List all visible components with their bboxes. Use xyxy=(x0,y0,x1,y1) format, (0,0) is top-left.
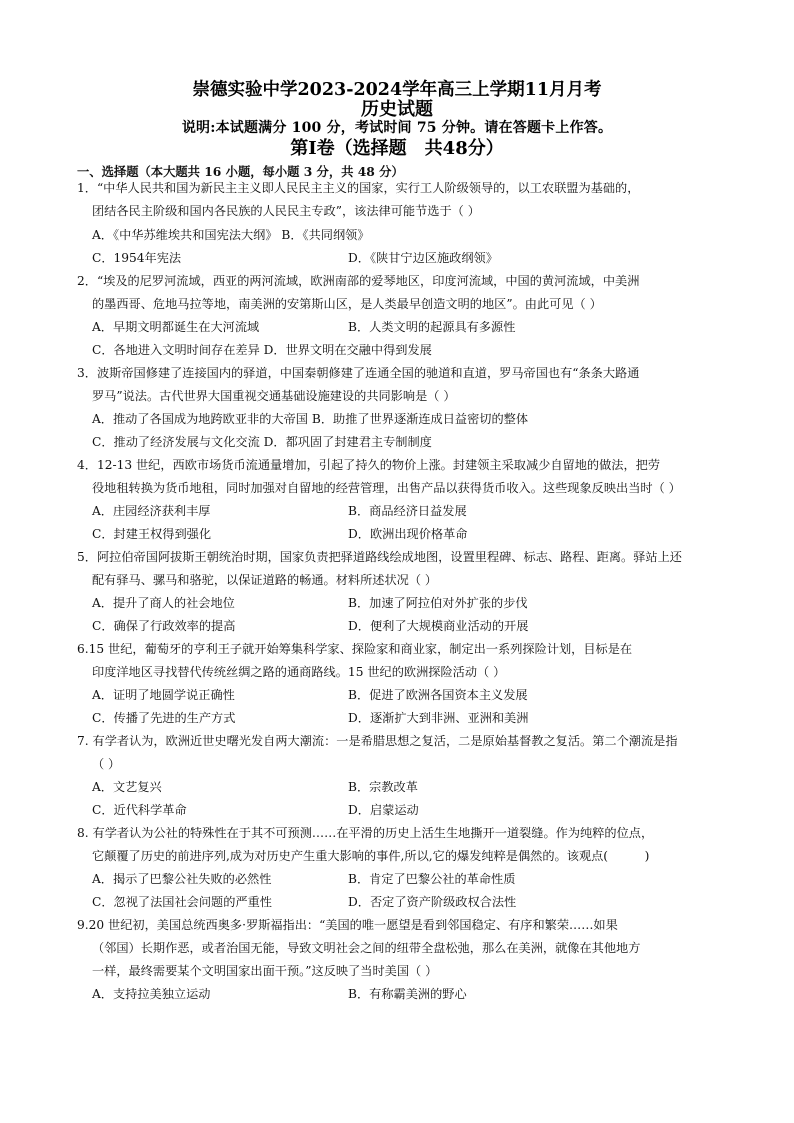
subject-title: 历史试题 xyxy=(361,99,433,120)
question-6-option-d: D．逐渐扩大到非洲、亚洲和美洲 xyxy=(348,711,529,725)
question-9-stem-line-3: 一样，最终需要某个文明国家出面干预。”这反映了当时美国（ ） xyxy=(92,964,438,978)
question-5-option-c: C．确保了行政效率的提高 xyxy=(92,619,236,633)
question-5-stem-line-2: 配有驿马、骡马和骆驼，以保证道路的畅通。材料所述状况（ ） xyxy=(92,573,438,587)
question-1-option-c: C．1954年宪法 xyxy=(92,251,182,265)
question-4-stem-line-1: 4．12-13 世纪，西欧市场货币流通量增加，引起了持久的物价上涨。封建领主采取减少自留地的做法，把劳 xyxy=(77,458,661,472)
school-title: 崇德实验中学2023-2024学年高三上学期11月月考 xyxy=(192,80,602,100)
question-3-stem-line-1: 3．波斯帝国修建了连接国内的驿道，中国秦朝修建了连通全国的驰道和直道，罗马帝国也有“条条大路通 xyxy=(77,366,640,380)
question-5-option-d: D．便利了大规模商业活动的开展 xyxy=(348,619,529,633)
question-2-option-a: A．早期文明都诞生在大河流域 xyxy=(92,320,260,334)
question-1-option-d: D．《陕甘宁边区施政纲领》 xyxy=(348,251,498,265)
question-6-option-b: B．促进了欧洲各国资本主义发展 xyxy=(348,688,528,702)
question-9-stem-line-2: （邻国）长期作恶，或者治国无能，导致文明社会之间的纽带全盘松弛，那么在美洲，就像在其他地方 xyxy=(92,941,641,955)
question-7-option-d: D．启蒙运动 xyxy=(348,803,419,817)
question-4-option-b: B．商品经济日益发展 xyxy=(348,504,467,518)
question-9-option-b: B．有称霸美洲的野心 xyxy=(348,987,467,1001)
question-6-stem-line-2: 印度洋地区寻找替代传统丝绸之路的通商路线。15 世纪的欧洲探险活动（ ） xyxy=(92,665,506,679)
question-9-stem-line-1: 9.20 世纪初，美国总统西奥多·罗斯福指出：“美国的唯一愿望是看到邻国稳定、有序和繁荣……如果 xyxy=(77,918,618,932)
question-4-option-a: A．庄园经济获利丰厚 xyxy=(92,504,211,518)
question-7-option-b: B．宗教改革 xyxy=(348,780,418,794)
question-4-option-d: D．欧洲出现价格革命 xyxy=(348,527,468,541)
question-1-stem-line-1: 1．“中华人民共和国为新民主主义即人民民主主义的国家，实行工人阶级领导的，以工农联盟为基础的， xyxy=(77,181,640,195)
question-8-stem-line-2: 它颠覆了历史的前进序列,成为对历史产生重大影响的事件,所以,它的爆发纯粹是偶然的。该观点( ) xyxy=(92,849,650,863)
question-7-stem-line-2: （ ） xyxy=(92,757,121,771)
question-5-option-a: A．提升了商人的社会地位 xyxy=(92,596,235,610)
question-6-option-a: A．证明了地圆学说正确性 xyxy=(92,688,235,702)
question-2-option-c: C．各地进入文明时间存在差异 D．世界文明在交融中得到发展 xyxy=(92,343,432,357)
question-5-stem-line-1: 5．阿拉伯帝国阿拔斯王朝统治时期，国家负责把驿道路线绘成地图，设置里程碑、标志、路程、距离。驿站上还 xyxy=(77,550,682,564)
question-8-option-a: A．揭示了巴黎公社失败的必然性 xyxy=(92,872,272,886)
question-5-option-b: B．加速了阿拉伯对外扩张的步伐 xyxy=(348,596,528,610)
volume-title: 第Ⅰ卷（选择题 共48分） xyxy=(290,138,504,159)
question-3-stem-line-2: 罗马”说法。古代世界大国重视交通基础设施建设的共同影响是（ ） xyxy=(92,389,456,403)
question-2-option-b: B．人类文明的起源具有多源性 xyxy=(348,320,516,334)
question-4-option-c: C．封建王权得到强化 xyxy=(92,527,212,541)
question-3-option-c: C．推动了经济发展与文化交流 D．都巩固了封建君主专制制度 xyxy=(92,435,432,449)
question-7-option-a: A．文艺复兴 xyxy=(92,780,162,794)
question-4-stem-line-2: 役地租转换为货币地租，同时加强对自留地的经营管理，出售产品以获得货币收入。这些现象反映出当时（ ） xyxy=(92,481,681,495)
question-8-option-d: D．否定了资产阶级政权合法性 xyxy=(348,895,517,909)
section-heading: 一、选择题（本大题共 16 小题，每小题 3 分，共 48 分） xyxy=(77,164,404,179)
instructions: 说明:本试题满分 100 分，考试时间 75 分钟。请在答题卡上作答。 xyxy=(181,120,613,136)
question-9-option-a: A．支持拉美独立运动 xyxy=(92,987,211,1001)
question-8-option-b: B．肯定了巴黎公社的革命性质 xyxy=(348,872,516,886)
question-2-stem-line-2: 的墨西哥、危地马拉等地，南美洲的安第斯山区，是人类最早创造文明的地区”。由此可见（ ） xyxy=(92,297,602,311)
question-7-option-c: C．近代科学革命 xyxy=(92,803,187,817)
question-7-stem-line-1: 7. 有学者认为，欧洲近世史曙光发自两大潮流：一是希腊思想之复活，二是原始基督教之复活。第二个潮流是指 xyxy=(77,734,678,748)
question-2-stem-line-1: 2．“埃及的尼罗河流域，西亚的两河流域，欧洲南部的爱琴地区，印度河流域，中国的黄河流域，中美洲 xyxy=(77,274,640,288)
question-8-option-c: C．忽视了法国社会问题的严重性 xyxy=(92,895,272,909)
question-8-stem-line-1: 8. 有学者认为公社的特殊性在于其不可预测……在平滑的历史上活生生地撕开一道裂缝。作为纯粹的位点， xyxy=(77,826,654,840)
question-3-option-a: A．推动了各国成为地跨欧亚非的大帝国 B．助推了世界逐渐连成日益密切的整体 xyxy=(92,412,529,426)
question-6-stem-line-1: 6.15 世纪，葡萄牙的亨利王子就开始筹集科学家、探险家和商业家，制定出一系列探险计划，目标是在 xyxy=(77,642,633,656)
question-1-stem-line-2: 团结各民主阶级和国内各民族的人民民主专政”，该法律可能节选于（ ） xyxy=(92,204,480,218)
question-6-option-c: C．传播了先进的生产方式 xyxy=(92,711,236,725)
question-1-option-a: A．《中华苏维埃共和国宪法大纲》 B．《共同纲领》 xyxy=(92,228,370,242)
